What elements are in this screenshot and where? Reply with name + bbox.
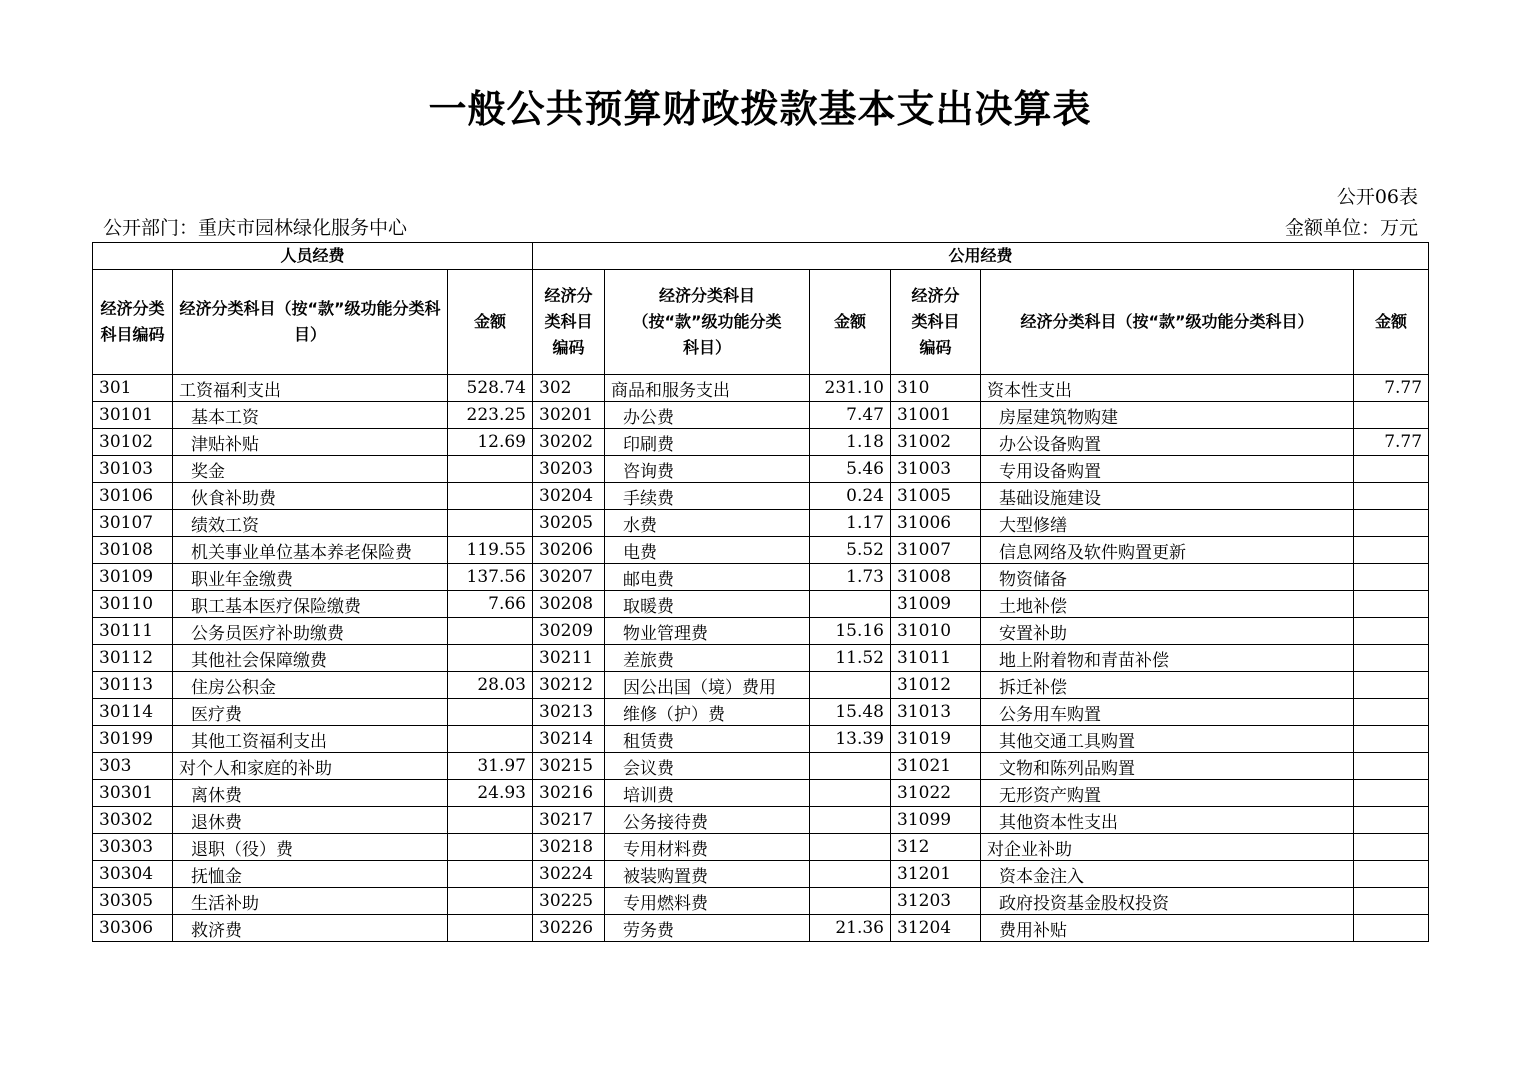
code-cell: 30214 (533, 726, 605, 753)
code-cell: 31019 (891, 726, 981, 753)
table-row (93, 429, 1429, 456)
amount-cell (1354, 726, 1429, 753)
code-cell: 31201 (891, 861, 981, 888)
code-cell: 31005 (891, 483, 981, 510)
amount-cell: 12.69 (448, 429, 533, 456)
amount-cell (810, 753, 891, 780)
item-name-cell: 差旅费 (605, 645, 810, 672)
item-name-cell: 基本工资 (173, 402, 448, 429)
amount-cell (1354, 699, 1429, 726)
amount-cell (1354, 483, 1429, 510)
item-name-cell: 劳务费 (605, 915, 810, 942)
amount-cell (448, 807, 533, 834)
code-cell: 30108 (93, 537, 173, 564)
item-name-cell: 房屋建筑物购建 (981, 402, 1354, 429)
item-name-cell: 物资储备 (981, 564, 1354, 591)
item-name-cell: 水费 (605, 510, 810, 537)
item-name-cell: 其他社会保障缴费 (173, 645, 448, 672)
item-name-cell: 商品和服务支出 (605, 375, 810, 402)
code-cell: 31003 (891, 456, 981, 483)
item-name-cell: 会议费 (605, 753, 810, 780)
code-cell: 31099 (891, 807, 981, 834)
amount-cell (1354, 807, 1429, 834)
amount-cell: 119.55 (448, 537, 533, 564)
item-name-cell: 专用燃料费 (605, 888, 810, 915)
code-cell: 30206 (533, 537, 605, 564)
item-name-cell: 专用设备购置 (981, 456, 1354, 483)
amount-cell (810, 834, 891, 861)
item-name-cell: 离休费 (173, 780, 448, 807)
item-name-cell: 对个人和家庭的补助 (173, 753, 448, 780)
table-row (93, 510, 1429, 537)
amount-cell: 5.52 (810, 537, 891, 564)
amount-cell: 13.39 (810, 726, 891, 753)
code-cell: 30207 (533, 564, 605, 591)
amount-cell (1354, 888, 1429, 915)
code-cell: 30212 (533, 672, 605, 699)
amount-cell: 21.36 (810, 915, 891, 942)
amount-cell (1354, 402, 1429, 429)
item-name-cell: 政府投资基金股权投资 (981, 888, 1354, 915)
item-name-cell: 电费 (605, 537, 810, 564)
amount-cell (810, 672, 891, 699)
code-cell: 30302 (93, 807, 173, 834)
table-row (93, 483, 1429, 510)
item-name-cell: 培训费 (605, 780, 810, 807)
amount-cell (1354, 537, 1429, 564)
item-name-cell: 手续费 (605, 483, 810, 510)
code-cell: 30109 (93, 564, 173, 591)
item-name-cell: 办公费 (605, 402, 810, 429)
code-cell: 30203 (533, 456, 605, 483)
code-cell: 31022 (891, 780, 981, 807)
form-number: 公开06表 (1336, 186, 1418, 208)
amount-cell (448, 510, 533, 537)
amount-cell (1354, 510, 1429, 537)
code-cell: 31013 (891, 699, 981, 726)
item-name-cell: 医疗费 (173, 699, 448, 726)
code-cell: 30199 (93, 726, 173, 753)
amount-cell (448, 645, 533, 672)
code-cell: 312 (891, 834, 981, 861)
table-row (93, 807, 1429, 834)
amount-cell (448, 915, 533, 942)
item-name-cell: 退职（役）费 (173, 834, 448, 861)
amount-cell: 7.77 (1354, 429, 1429, 456)
item-name-cell: 被装购置费 (605, 861, 810, 888)
item-name-cell: 办公设备购置 (981, 429, 1354, 456)
code-cell: 30201 (533, 402, 605, 429)
amount-cell (448, 726, 533, 753)
code-cell: 302 (533, 375, 605, 402)
table-row (93, 537, 1429, 564)
item-name-cell: 职工基本医疗保险缴费 (173, 591, 448, 618)
page-title: 一般公共预算财政拨款基本支出决算表 (428, 87, 1092, 131)
amount-cell: 137.56 (448, 564, 533, 591)
amount-cell (448, 456, 533, 483)
col-header-name: 经济分类科目（按“款”级功能分类科目） (173, 270, 448, 375)
item-name-cell: 费用补贴 (981, 915, 1354, 942)
code-cell: 30226 (533, 915, 605, 942)
code-cell: 30111 (93, 618, 173, 645)
public-group-header: 公用经费 (533, 243, 1429, 270)
code-cell: 30218 (533, 834, 605, 861)
code-cell: 31011 (891, 645, 981, 672)
code-cell: 31001 (891, 402, 981, 429)
amount-cell: 15.48 (810, 699, 891, 726)
code-cell: 30306 (93, 915, 173, 942)
code-cell: 30204 (533, 483, 605, 510)
table-row (93, 402, 1429, 429)
code-cell: 30304 (93, 861, 173, 888)
amount-cell (448, 483, 533, 510)
table-row (93, 672, 1429, 699)
table-row (93, 591, 1429, 618)
table-row (93, 915, 1429, 942)
item-name-cell: 抚恤金 (173, 861, 448, 888)
code-cell: 30224 (533, 861, 605, 888)
code-cell: 30301 (93, 780, 173, 807)
item-name-cell: 租赁费 (605, 726, 810, 753)
table-row (93, 726, 1429, 753)
col-header-amount: 金额 (448, 270, 533, 375)
amount-cell: 7.66 (448, 591, 533, 618)
item-name-cell: 因公出国（境）费用 (605, 672, 810, 699)
item-name-cell: 伙食补助费 (173, 483, 448, 510)
code-cell: 310 (891, 375, 981, 402)
item-name-cell: 邮电费 (605, 564, 810, 591)
item-name-cell: 救济费 (173, 915, 448, 942)
table-row (93, 645, 1429, 672)
col-header-name: 经济分类科目（按“款”级功能分类科目） (605, 270, 810, 375)
item-name-cell: 维修（护）费 (605, 699, 810, 726)
amount-cell: 5.46 (810, 456, 891, 483)
code-cell: 30215 (533, 753, 605, 780)
code-cell: 301 (93, 375, 173, 402)
item-name-cell: 其他资本性支出 (981, 807, 1354, 834)
item-name-cell: 拆迁补偿 (981, 672, 1354, 699)
item-name-cell: 公务接待费 (605, 807, 810, 834)
col-header-code: 经济分类科目编码 (891, 270, 981, 375)
code-cell: 30208 (533, 591, 605, 618)
code-cell: 30305 (93, 888, 173, 915)
code-cell: 31002 (891, 429, 981, 456)
code-cell: 30303 (93, 834, 173, 861)
code-cell: 303 (93, 753, 173, 780)
code-cell: 31203 (891, 888, 981, 915)
code-cell: 30110 (93, 591, 173, 618)
code-cell: 30102 (93, 429, 173, 456)
item-name-cell: 基础设施建设 (981, 483, 1354, 510)
item-name-cell: 取暖费 (605, 591, 810, 618)
table-row (93, 699, 1429, 726)
amount-cell: 28.03 (448, 672, 533, 699)
code-cell: 30217 (533, 807, 605, 834)
amount-cell: 24.93 (448, 780, 533, 807)
item-name-cell: 土地补偿 (981, 591, 1354, 618)
code-cell: 31021 (891, 753, 981, 780)
item-name-cell: 津贴补贴 (173, 429, 448, 456)
table-row (93, 780, 1429, 807)
amount-cell: 528.74 (448, 375, 533, 402)
item-name-cell: 其他交通工具购置 (981, 726, 1354, 753)
table-row (93, 834, 1429, 861)
amount-cell: 31.97 (448, 753, 533, 780)
col-header-code: 经济分类科目编码 (93, 270, 173, 375)
item-name-cell: 资本性支出 (981, 375, 1354, 402)
item-name-cell: 工资福利支出 (173, 375, 448, 402)
table-row (93, 564, 1429, 591)
code-cell: 31010 (891, 618, 981, 645)
amount-cell (448, 618, 533, 645)
table-row (93, 375, 1429, 402)
amount-cell (1354, 456, 1429, 483)
item-name-cell: 安置补助 (981, 618, 1354, 645)
code-cell: 30205 (533, 510, 605, 537)
item-name-cell: 绩效工资 (173, 510, 448, 537)
amount-cell (810, 807, 891, 834)
budget-table (92, 242, 1429, 942)
amount-cell: 1.17 (810, 510, 891, 537)
code-cell: 31006 (891, 510, 981, 537)
personnel-group-header: 人员经费 (93, 243, 533, 270)
amount-cell (448, 834, 533, 861)
col-header-code: 经济分类科目编码 (533, 270, 605, 375)
code-cell: 30209 (533, 618, 605, 645)
item-name-cell: 地上附着物和青苗补偿 (981, 645, 1354, 672)
item-name-cell: 住房公积金 (173, 672, 448, 699)
amount-cell (1354, 834, 1429, 861)
table-row (93, 888, 1429, 915)
amount-cell (1354, 645, 1429, 672)
amount-cell: 15.16 (810, 618, 891, 645)
code-cell: 30114 (93, 699, 173, 726)
code-cell: 30225 (533, 888, 605, 915)
item-name-cell: 公务员医疗补助缴费 (173, 618, 448, 645)
amount-cell (810, 888, 891, 915)
code-cell: 30106 (93, 483, 173, 510)
amount-cell (448, 699, 533, 726)
amount-cell (1354, 591, 1429, 618)
item-name-cell: 文物和陈列品购置 (981, 753, 1354, 780)
amount-cell (1354, 564, 1429, 591)
code-cell: 31009 (891, 591, 981, 618)
item-name-cell: 信息网络及软件购置更新 (981, 537, 1354, 564)
amount-cell: 7.77 (1354, 375, 1429, 402)
code-cell: 31204 (891, 915, 981, 942)
code-cell: 30113 (93, 672, 173, 699)
code-cell: 30202 (533, 429, 605, 456)
col-header-amount: 金额 (1354, 270, 1429, 375)
item-name-cell: 其他工资福利支出 (173, 726, 448, 753)
amount-cell: 7.47 (810, 402, 891, 429)
table-row (93, 753, 1429, 780)
item-name-cell: 专用材料费 (605, 834, 810, 861)
col-header-amount: 金额 (810, 270, 891, 375)
item-name-cell: 机关事业单位基本养老保险费 (173, 537, 448, 564)
code-cell: 30101 (93, 402, 173, 429)
amount-cell (1354, 915, 1429, 942)
item-name-cell: 公务用车购置 (981, 699, 1354, 726)
amount-cell (1354, 672, 1429, 699)
item-name-cell: 咨询费 (605, 456, 810, 483)
amount-cell (1354, 753, 1429, 780)
table-row (93, 456, 1429, 483)
amount-cell: 223.25 (448, 402, 533, 429)
code-cell: 30211 (533, 645, 605, 672)
code-cell: 31012 (891, 672, 981, 699)
item-name-cell: 生活补助 (173, 888, 448, 915)
item-name-cell: 退休费 (173, 807, 448, 834)
amount-cell: 1.18 (810, 429, 891, 456)
unit-label: 金额单位：万元 (1284, 217, 1418, 239)
amount-cell (448, 888, 533, 915)
amount-cell (1354, 780, 1429, 807)
code-cell: 31007 (891, 537, 981, 564)
amount-cell (810, 780, 891, 807)
amount-cell: 11.52 (810, 645, 891, 672)
col-header-name: 经济分类科目（按“款”级功能分类科目） (981, 270, 1354, 375)
amount-cell (810, 591, 891, 618)
amount-cell (1354, 618, 1429, 645)
code-cell: 30216 (533, 780, 605, 807)
code-cell: 31008 (891, 564, 981, 591)
item-name-cell: 印刷费 (605, 429, 810, 456)
item-name-cell: 职业年金缴费 (173, 564, 448, 591)
item-name-cell: 无形资产购置 (981, 780, 1354, 807)
table-row (93, 861, 1429, 888)
code-cell: 30213 (533, 699, 605, 726)
item-name-cell: 资本金注入 (981, 861, 1354, 888)
amount-cell (810, 861, 891, 888)
table-row (93, 618, 1429, 645)
item-name-cell: 大型修缮 (981, 510, 1354, 537)
code-cell: 30107 (93, 510, 173, 537)
amount-cell (448, 861, 533, 888)
item-name-cell: 对企业补助 (981, 834, 1354, 861)
amount-cell: 231.10 (810, 375, 891, 402)
item-name-cell: 奖金 (173, 456, 448, 483)
item-name-cell: 物业管理费 (605, 618, 810, 645)
code-cell: 30103 (93, 456, 173, 483)
department-label: 公开部门：重庆市园林绿化服务中心 (103, 217, 408, 239)
amount-cell (1354, 861, 1429, 888)
amount-cell: 0.24 (810, 483, 891, 510)
code-cell: 30112 (93, 645, 173, 672)
amount-cell: 1.73 (810, 564, 891, 591)
